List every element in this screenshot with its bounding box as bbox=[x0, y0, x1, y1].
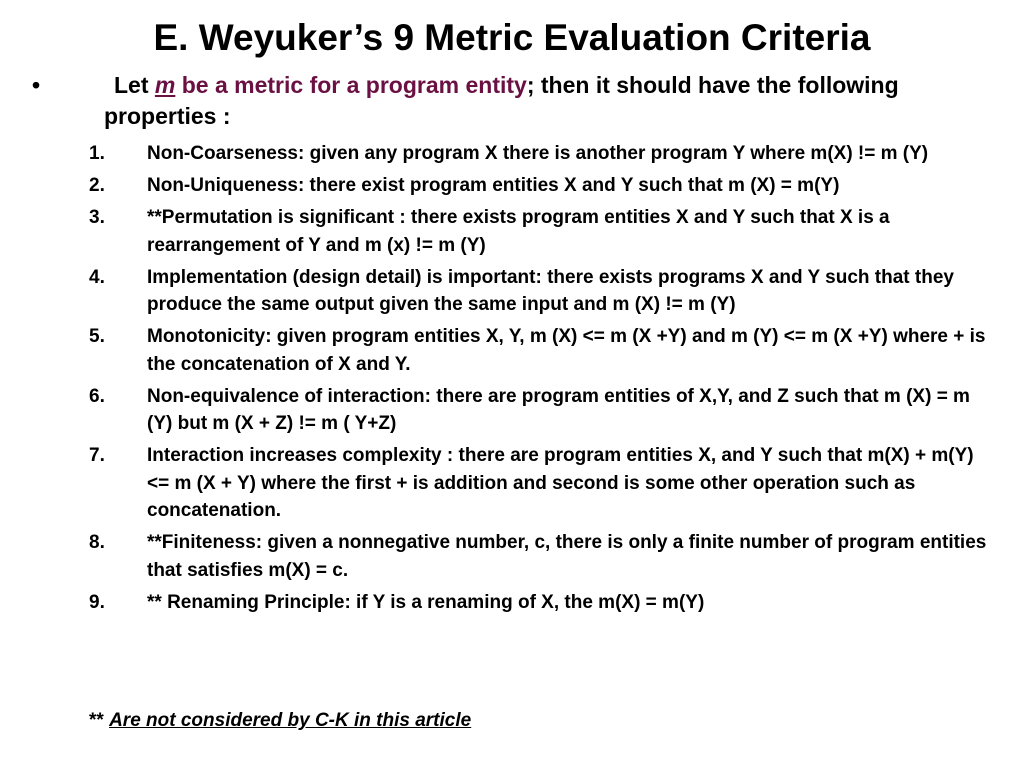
item-number: 8. bbox=[89, 532, 105, 553]
item-number: 2. bbox=[89, 175, 105, 196]
item-text: **Finiteness: given a nonnegative number, c, there is only a finite number of program entities that satisfies m(X) = c. bbox=[147, 532, 987, 581]
item-text: Implementation (design detail) is important: there exists programs X and Y such that they produce the same output given the same input and m (X) != m (Y) bbox=[147, 266, 954, 315]
footnote-mark: ** bbox=[89, 710, 110, 731]
criteria-list bbox=[0, 140, 1024, 621]
item-number: 5. bbox=[89, 326, 105, 347]
metric-variable: m bbox=[154, 72, 176, 98]
criteria-item bbox=[0, 140, 1024, 168]
item-number: 9. bbox=[89, 591, 105, 613]
criteria-item bbox=[0, 442, 1024, 525]
criteria-item bbox=[0, 204, 1024, 259]
slide-title: E. Weyuker’s 9 Metric Evaluation Criteria bbox=[153, 17, 871, 58]
footnote-text: Are not considered by C-K in this article bbox=[109, 710, 472, 731]
item-text: Non-Coarseness: given any program X there is another program Y where m(X) != m (Y) bbox=[147, 143, 929, 164]
intro-rest: ; then it should have the following properties : bbox=[104, 72, 899, 129]
criteria-item bbox=[0, 172, 1024, 200]
item-number: 1. bbox=[89, 143, 105, 164]
intro-emphasis: be a metric for a program entity bbox=[175, 72, 527, 98]
item-text: ** Renaming Principle: if Y is a renaming of X, the m(X) = m(Y) bbox=[147, 591, 705, 613]
item-text: Monotonicity: given program entities X, Y, m (X) <= m (X +Y) and m (Y) <= m (X +Y) where + is the concatenation of X and Y. bbox=[147, 326, 986, 375]
item-number: 4. bbox=[89, 266, 105, 288]
bullet-marker: • bbox=[32, 72, 41, 98]
item-text: **Permutation is significant : there exists program entities X and Y such that X is a rearrangement of Y and m (x) != m (Y) bbox=[147, 207, 890, 256]
item-number: 3. bbox=[89, 207, 105, 228]
criteria-item bbox=[0, 323, 1024, 378]
item-text: Interaction increases complexity : there are program entities X, and Y such that m(X) + m(Y) <= m (X + Y) where the first + is addition and second is some other operation such as concatenation. bbox=[147, 445, 974, 521]
criteria-item bbox=[0, 383, 1024, 438]
item-text: Non-Uniqueness: there exist program entities X and Y such that m (X) = m(Y) bbox=[147, 175, 840, 196]
criteria-item bbox=[0, 529, 1024, 584]
item-text: Non-equivalence of interaction: there are program entities of X,Y, and Z such that m (X) = m (Y) but m (X + Z) != m ( Y+Z) bbox=[147, 385, 970, 434]
intro-lead: Let bbox=[114, 72, 155, 98]
criteria-item bbox=[0, 589, 1024, 617]
item-number: 6. bbox=[89, 385, 105, 407]
intro-text bbox=[104, 70, 984, 132]
footnote bbox=[89, 707, 471, 735]
criteria-item bbox=[0, 264, 1024, 319]
item-number: 7. bbox=[89, 445, 105, 466]
